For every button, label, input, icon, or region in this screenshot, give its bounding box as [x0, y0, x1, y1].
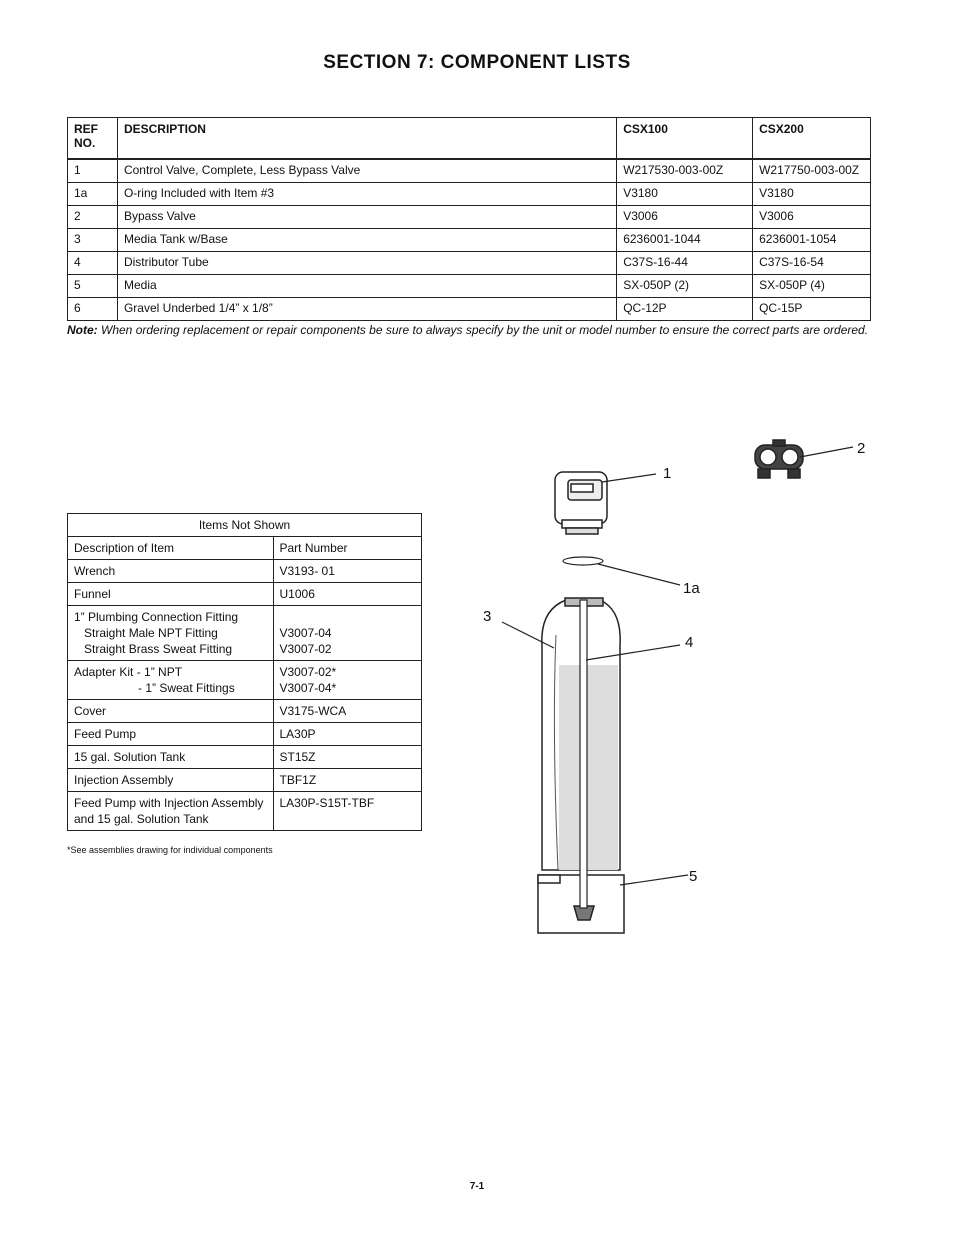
distributor-tube-drawing: [580, 600, 587, 908]
footnote: *See assemblies drawing for individual components: [67, 845, 273, 855]
cell-csx100: SX-050P (2): [617, 275, 753, 298]
cell-part: TBF1Z: [273, 769, 422, 792]
callout-1: 1: [663, 465, 672, 482]
table-row: [68, 583, 422, 606]
table-row: [68, 792, 422, 831]
table-row: [68, 298, 871, 321]
table-row: [68, 275, 871, 298]
table-row: [68, 769, 422, 792]
bypass-valve-drawing: [755, 440, 803, 478]
table-row: [68, 206, 871, 229]
table-row: [68, 746, 422, 769]
header-description: Description of Item: [68, 537, 274, 560]
note-label: Note:: [67, 323, 98, 337]
cell-csx100: V3180: [617, 183, 753, 206]
cell-csx100: 6236001-1044: [617, 229, 753, 252]
table-row: [68, 183, 871, 206]
ordering-note: [67, 323, 868, 337]
table-row: [68, 661, 422, 700]
table-row: [68, 560, 422, 583]
cell-desc: Cover: [68, 700, 274, 723]
cell-desc: 1” Plumbing Connection Fitting Straight Male NPT Fitting Straight Brass Sweat Fitting: [68, 606, 274, 661]
cell-desc: Feed Pump: [68, 723, 274, 746]
cell-desc: Wrench: [68, 560, 274, 583]
header-ref: REF NO.: [68, 118, 118, 160]
header-description: DESCRIPTION: [117, 118, 616, 160]
cell-ref: 1: [68, 159, 118, 183]
callout-5: 5: [689, 868, 698, 885]
cell-csx200: SX-050P (4): [753, 275, 871, 298]
cell-ref: 2: [68, 206, 118, 229]
o-ring-drawing: [563, 557, 603, 565]
table-row: [68, 252, 871, 275]
header-part-number: Part Number: [273, 537, 422, 560]
cell-part: ST15Z: [273, 746, 422, 769]
cell-csx100: QC-12P: [617, 298, 753, 321]
cell-ref: 5: [68, 275, 118, 298]
cell-desc: O-ring Included with Item #3: [117, 183, 616, 206]
cell-part: V3193- 01: [273, 560, 422, 583]
cell-csx200: V3180: [753, 183, 871, 206]
page-title: SECTION 7: COMPONENT LISTS: [323, 52, 631, 73]
cell-desc: Adapter Kit - 1” NPT - 1” Sweat Fittings: [68, 661, 274, 700]
cell-part: V3007-04 V3007-02: [273, 606, 422, 661]
cell-part: V3175-WCA: [273, 700, 422, 723]
header-csx200: CSX200: [753, 118, 871, 160]
callout-2: 2: [857, 440, 866, 457]
items-not-shown-title: Items Not Shown: [68, 514, 422, 537]
cell-part: U1006: [273, 583, 422, 606]
cell-desc: Media: [117, 275, 616, 298]
items-not-shown-table: [67, 513, 422, 831]
table-row: [68, 723, 422, 746]
note-text: When ordering replacement or repair components be sure to always specify by the unit or model number to ensure the correct parts are ordered.: [97, 323, 869, 337]
cell-desc: 15 gal. Solution Tank: [68, 746, 274, 769]
callout-1a: 1a: [683, 580, 700, 597]
cell-ref: 6: [68, 298, 118, 321]
cell-ref: 4: [68, 252, 118, 275]
softener-diagram: [470, 430, 910, 940]
cell-csx200: W217750-003-00Z: [753, 159, 871, 183]
cell-desc: Media Tank w/Base: [117, 229, 616, 252]
cell-csx200: QC-15P: [753, 298, 871, 321]
cell-csx200: C37S-16-54: [753, 252, 871, 275]
table-header-row: [68, 537, 422, 560]
cell-ref: 1a: [68, 183, 118, 206]
table-row: [68, 700, 422, 723]
cell-csx200: V3006: [753, 206, 871, 229]
header-csx100: CSX100: [617, 118, 753, 160]
callout-3: 3: [483, 608, 492, 625]
cell-ref: 3: [68, 229, 118, 252]
table-row: [68, 606, 422, 661]
cell-csx100: C37S-16-44: [617, 252, 753, 275]
cell-csx200: 6236001-1054: [753, 229, 871, 252]
cell-desc: Gravel Underbed 1/4” x 1/8”: [117, 298, 616, 321]
cell-desc: Feed Pump with Injection Assembly and 15 gal. Solution Tank: [68, 792, 274, 831]
table-header-row: [68, 118, 871, 160]
cell-desc: Distributor Tube: [117, 252, 616, 275]
cell-part: V3007-02* V3007-04*: [273, 661, 422, 700]
page-number: 7-1: [469, 1181, 485, 1192]
table-row: [68, 159, 871, 183]
cell-csx100: V3006: [617, 206, 753, 229]
cell-desc: Control Valve, Complete, Less Bypass Valve: [117, 159, 616, 183]
control-valve-drawing: [555, 472, 607, 534]
cell-csx100: W217530-003-00Z: [617, 159, 753, 183]
cell-desc: Funnel: [68, 583, 274, 606]
cell-desc: Injection Assembly: [68, 769, 274, 792]
component-table: [67, 117, 871, 321]
callout-4: 4: [685, 634, 694, 651]
cell-part: LA30P-S15T-TBF: [273, 792, 422, 831]
cell-part: LA30P: [273, 723, 422, 746]
table-row: [68, 229, 871, 252]
cell-desc: Bypass Valve: [117, 206, 616, 229]
